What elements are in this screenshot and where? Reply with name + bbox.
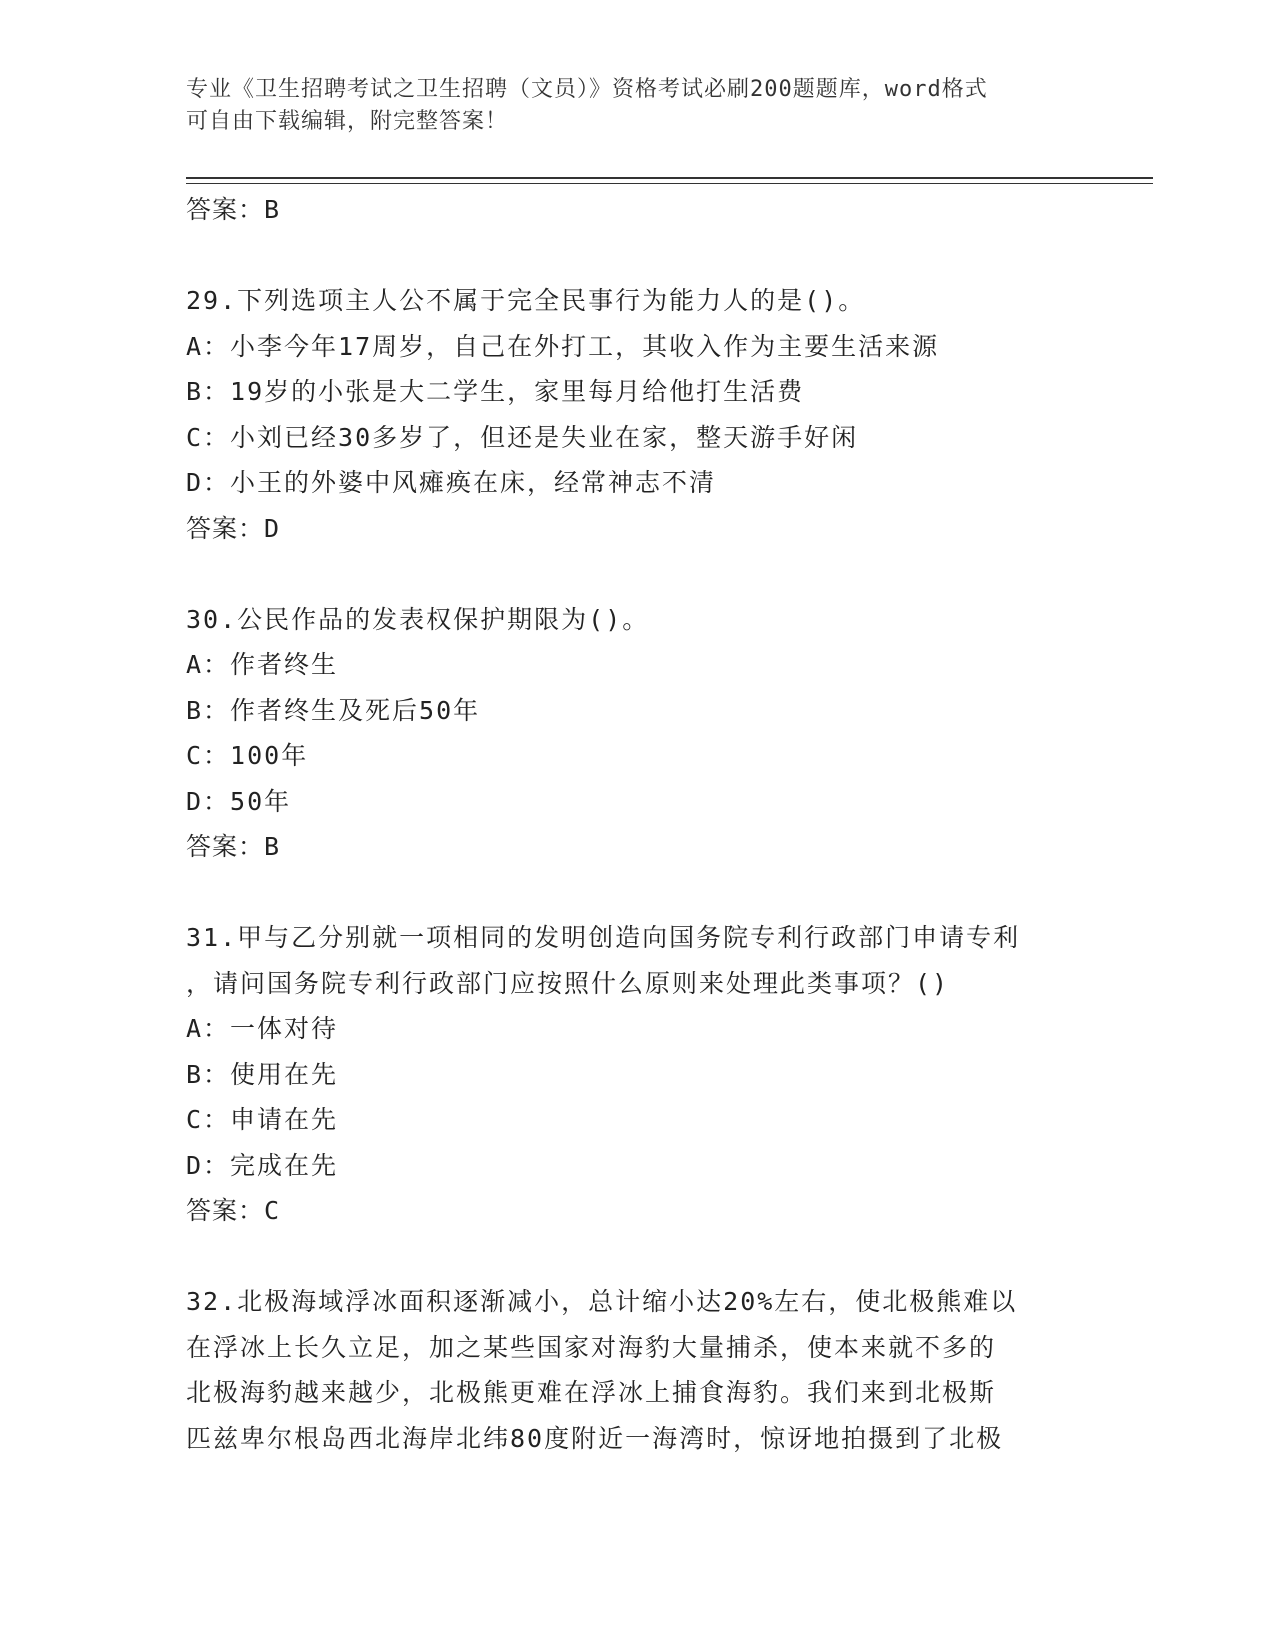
question-block xyxy=(186,278,1066,551)
question-list xyxy=(186,187,1066,1461)
answer-line: 答案：C xyxy=(186,1196,281,1225)
option-a: A：一体对待 xyxy=(186,1014,339,1043)
spacer xyxy=(186,551,1066,597)
question-stem: 29.下列选项主人公不属于完全民事行为能力人的是()。 xyxy=(186,286,866,315)
question-stem-continued: ，请问国务院专利行政部门应按照什么原则来处理此类事项？() xyxy=(186,968,950,998)
spacer xyxy=(186,870,1066,916)
question-stem: 32.北极海域浮冰面积逐渐减小，总计缩小达20%左右，使北极熊难以 xyxy=(186,1287,1018,1316)
header-divider-thin xyxy=(186,183,1153,184)
question-block xyxy=(186,597,1066,870)
answer-line: 答案：B xyxy=(186,195,281,224)
question-stem: 30.公民作品的发表权保护期限为()。 xyxy=(186,604,650,634)
answer-line: 答案：D xyxy=(186,513,281,543)
page-header xyxy=(186,74,1066,138)
header-divider-thick xyxy=(186,177,1153,179)
option-d: D：小王的外婆中风瘫痪在床，经常神志不清 xyxy=(186,468,717,497)
option-c: C：申请在先 xyxy=(186,1105,339,1134)
question-block xyxy=(186,915,1066,1234)
option-b: B：使用在先 xyxy=(186,1059,339,1089)
header-title-line-2: 可自由下载编辑，附完整答案！ xyxy=(186,109,509,134)
option-d: D：完成在先 xyxy=(186,1150,339,1180)
option-b: B：作者终生及死后50年 xyxy=(186,695,481,725)
spacer xyxy=(186,233,1066,279)
option-c: C：小刘已经30多岁了，但还是失业在家，整天游手好闲 xyxy=(186,422,859,452)
option-a: A：作者终生 xyxy=(186,650,339,679)
question-stem-continued: 北极海豹越来越少，北极熊更难在浮冰上捕食海豹。我们来到北极斯 xyxy=(186,1378,997,1407)
question-stem-continued: 匹兹卑尔根岛西北海岸北纬80度附近一海湾时，惊讶地拍摄到了北极 xyxy=(186,1423,1004,1453)
question-stem: 31.甲与乙分别就一项相同的发明创造向国务院专利行政部门申请专利 xyxy=(186,923,1021,952)
question-block xyxy=(186,1279,1066,1461)
option-c: C：100年 xyxy=(186,741,309,770)
option-b: B：19岁的小张是大二学生，家里每月给他打生活费 xyxy=(186,377,805,406)
answer-line: 答案：B xyxy=(186,832,281,861)
spacer xyxy=(186,1234,1066,1280)
question-stem-continued: 在浮冰上长久立足，加之某些国家对海豹大量捕杀，使本来就不多的 xyxy=(186,1332,997,1362)
option-d: D：50年 xyxy=(186,786,292,816)
header-title-line-1: 专业《卫生招聘考试之卫生招聘（文员）》资格考试必刷200题题库，word格式 xyxy=(186,77,988,102)
option-a: A：小李今年17周岁，自己在外打工，其收入作为主要生活来源 xyxy=(186,331,940,361)
